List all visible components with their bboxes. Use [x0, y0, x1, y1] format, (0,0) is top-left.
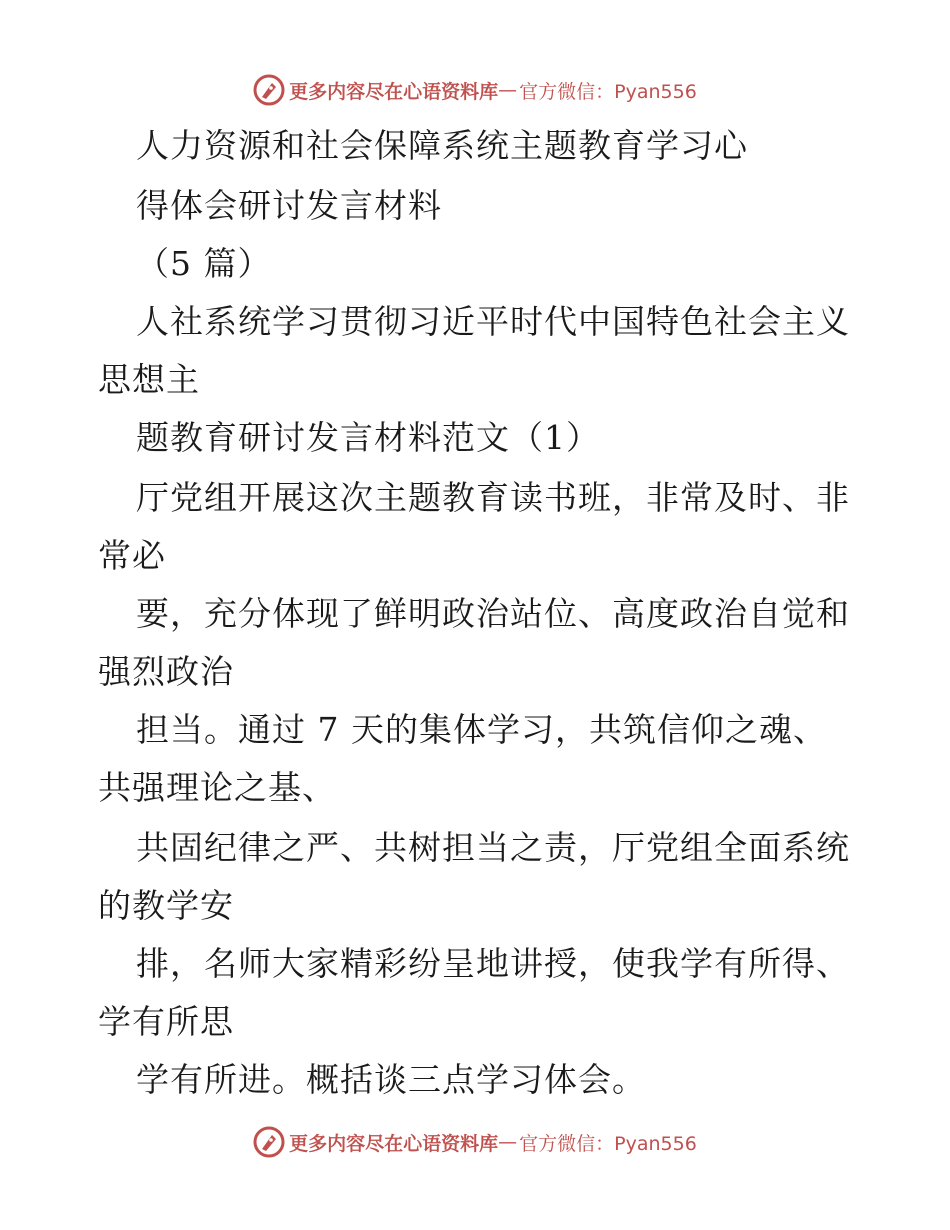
paragraph-line: 要，充分体现了鲜明政治站位、高度政治自觉和 [136, 594, 850, 633]
paragraph-line: 担当。通过 7 天的集体学习，共筑信仰之魂、 [136, 710, 827, 749]
watermark-text: 更多内容尽在心语资料库 [289, 80, 499, 103]
paragraph-line: 常必 [98, 536, 166, 575]
paragraph-line: 厅党组开展这次主题教育读书班，非常及时、非 [136, 478, 850, 517]
watermark-text: 更多内容尽在心语资料库 [289, 1132, 499, 1155]
pen-nib-logo-icon [253, 74, 285, 106]
title-line-2: 得体会研讨发言材料 [136, 186, 442, 225]
paragraph-line: 共固纪律之严、共树担当之责，厅党组全面系统 [136, 828, 850, 867]
paragraph-line: 共强理论之基、 [98, 768, 336, 807]
footer-watermark [0, 1122, 950, 1162]
pen-nib-logo-icon [253, 1126, 285, 1158]
watermark-contact: 官方微信：Pyan556 [519, 80, 697, 103]
title-line-1: 人力资源和社会保障系统主题教育学习心 [136, 126, 748, 165]
subtitle-line-2: 思想主 [98, 360, 200, 399]
watermark-dash: — [498, 1131, 518, 1153]
subtitle-line-1: 人社系统学习贯彻习近平时代中国特色社会主义 [136, 302, 850, 341]
watermark-dash: — [498, 79, 518, 101]
title-count: （5 篇） [136, 244, 272, 283]
paragraph-line: 排，名师大家精彩纷呈地讲授，使我学有所得、 [136, 944, 850, 983]
header-watermark [0, 70, 950, 110]
subtitle-line-3: 题教育研讨发言材料范文（1） [136, 418, 600, 457]
paragraph-line: 的教学安 [98, 886, 234, 925]
paragraph-line: 学有所思 [98, 1002, 234, 1041]
paragraph-line: 强烈政治 [98, 652, 234, 691]
paragraph-line: 学有所进。概括谈三点学习体会。 [136, 1060, 646, 1099]
watermark-contact: 官方微信：Pyan556 [519, 1132, 697, 1155]
